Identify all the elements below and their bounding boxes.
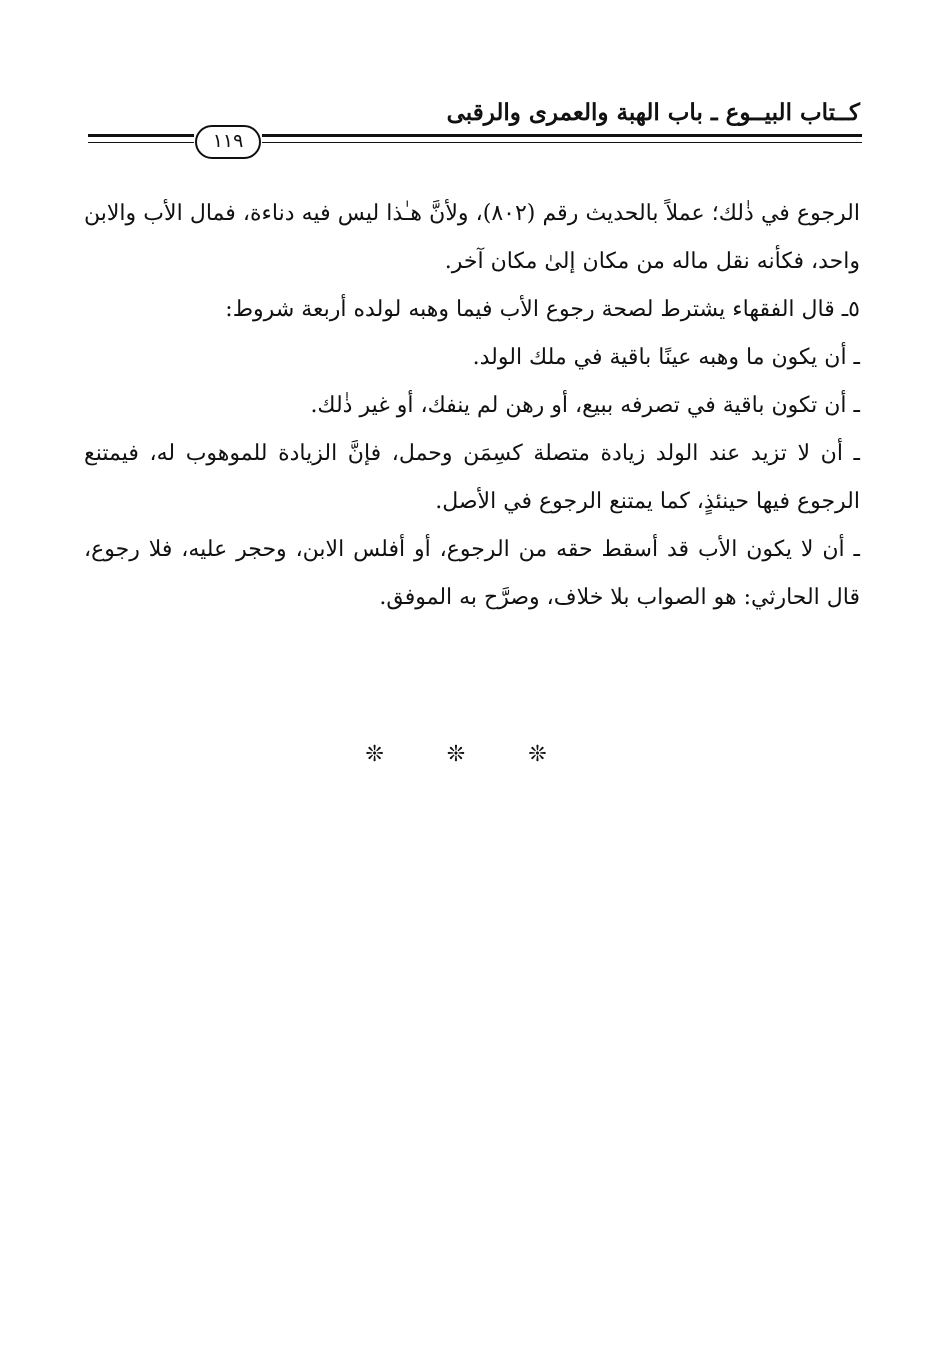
condition-item-2: ـ أن تكون باقية في تصرفه ببيع، أو رهن لم ينفك، أو غير ذٰلك. — [310, 393, 860, 418]
body-text — [84, 190, 860, 622]
header-rule-left-thin — [88, 142, 194, 143]
paragraph-continuation: الرجوع في ذٰلك؛ عملاً بالحديث رقم (٨٠٢)، ولأنَّ هـٰذا ليس فيه دناءة، فمال الأب والابن واحد، فكأنه نقل ماله من مكان إلىٰ مكان آخر. — [84, 201, 861, 274]
header-rule-left — [88, 134, 194, 137]
header-rule-right-thin — [262, 142, 862, 143]
condition-item-1: ـ أن يكون ما وهبه عينًا باقية في ملك الولد. — [472, 345, 860, 370]
condition-item-3: ـ أن لا تزيد عند الولد زيادة متصلة كسِمَن وحمل، فإنَّ الزيادة للموهوب له، فيمتنع الرجوع فيها حينئذٍ، كما يمتنع الرجوع في الأصل. — [84, 441, 860, 514]
section-end-ornament: ❊ ❊ ❊ — [365, 742, 575, 767]
running-header-title: كــتاب البيــوع ـ باب الهبة والعمرى والرقبى — [446, 99, 860, 126]
paragraph-point-5: ٥ـ قال الفقهاء يشترط لصحة رجوع الأب فيما وهبه لولده أربعة شروط: — [225, 297, 860, 322]
page-number: ١١٩ — [195, 125, 261, 159]
header-rule-right — [262, 134, 862, 137]
condition-item-4: ـ أن لا يكون الأب قد أسقط حقه من الرجوع، أو أفلس الابن، وحجر عليه، فلا رجوع، قال الحارثي: هو الصواب بلا خلاف، وصرَّح به الموفق. — [84, 537, 860, 610]
